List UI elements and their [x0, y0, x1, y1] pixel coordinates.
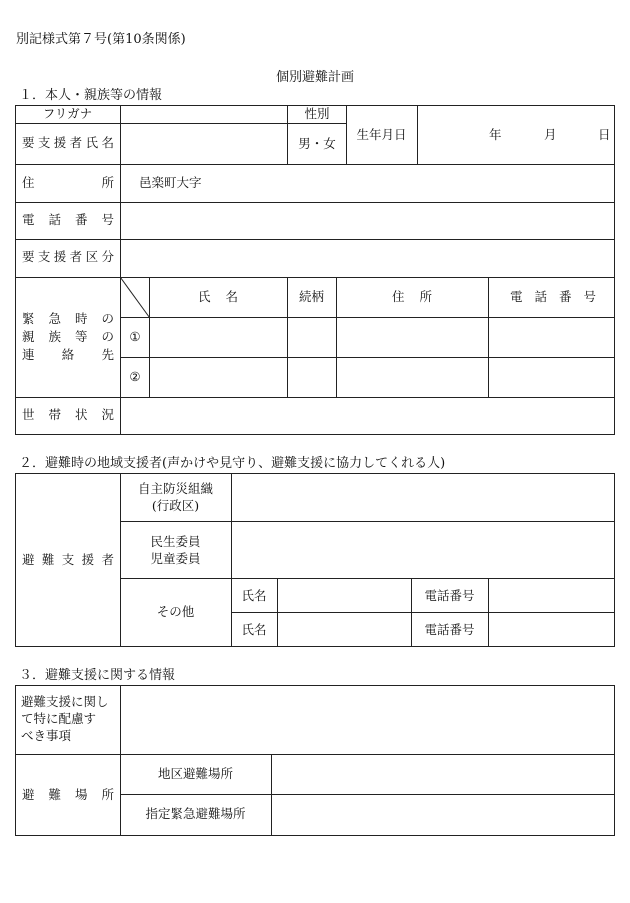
gender-label: 性別 — [304, 106, 330, 121]
emergency-label-line3: 連 絡 先 — [22, 347, 114, 362]
other-1-name-label: 氏名 — [241, 588, 267, 603]
designated-shelter-field[interactable] — [272, 795, 614, 835]
district-shelter-field[interactable] — [272, 755, 614, 794]
contact-header-relation: 続柄 — [298, 289, 324, 304]
birth-year-unit: 年 — [489, 127, 502, 142]
district-shelter-label: 地区避難場所 — [157, 766, 233, 781]
consideration-field[interactable] — [121, 686, 614, 754]
section1-heading: １．本人・親族等の情報 — [19, 88, 163, 103]
document-title: 個別避難計画 — [275, 70, 354, 85]
address-value[interactable]: 邑楽町大字 — [139, 175, 202, 190]
other-2-name-label: 氏名 — [241, 622, 267, 637]
birthdate-label: 生年月日 — [356, 127, 407, 142]
gender-options[interactable]: 男・女 — [298, 136, 336, 151]
supporter-label: 避 難 支 援 者 — [22, 552, 114, 567]
emergency-label-line1: 緊 急 時 の — [22, 311, 114, 326]
other-2-phone-label: 電話番号 — [424, 622, 475, 637]
form-number: 別記様式第７号(第10条関係) — [16, 32, 186, 47]
birth-month-unit: 月 — [544, 127, 557, 142]
requester-name-label: 要 支 援 者 氏 名 — [22, 135, 114, 150]
section3-heading: ３．避難支援に関する情報 — [19, 668, 176, 683]
other-label: その他 — [156, 604, 195, 619]
birth-day-unit: 日 — [598, 127, 611, 142]
designated-shelter-label: 指定緊急避難場所 — [145, 806, 246, 821]
consideration-label: 避難支援に関し て特に配慮す べき事項 — [21, 694, 109, 743]
shelter-label: 避 難 場 所 — [22, 787, 114, 802]
furigana-label: フリガナ — [42, 106, 93, 121]
address-label: 住 所 — [22, 175, 114, 190]
phone-label: 電 話 番 号 — [22, 212, 114, 227]
contact-header-phone: 電 話 番 号 — [510, 289, 596, 304]
contact-row-2-marker: ② — [129, 369, 141, 384]
org-label: 自主防災組織 (行政区) — [137, 481, 213, 513]
category-label: 要 支 援 者 区 分 — [22, 249, 114, 264]
contact-header-name: 氏 名 — [198, 289, 238, 304]
other-1-phone-label: 電話番号 — [424, 588, 475, 603]
welfare-label: 民生委員 児童委員 — [150, 534, 201, 566]
section2-heading: ２．避難時の地域支援者(声かけや見守り、避難支援に協力してくれる人) — [19, 456, 446, 471]
contact-header-address: 住 所 — [392, 289, 432, 304]
emergency-label-line2: 親 族 等 の — [22, 329, 114, 344]
contact-row-1-marker: ① — [129, 329, 141, 344]
household-label: 世 帯 状 況 — [22, 407, 114, 422]
